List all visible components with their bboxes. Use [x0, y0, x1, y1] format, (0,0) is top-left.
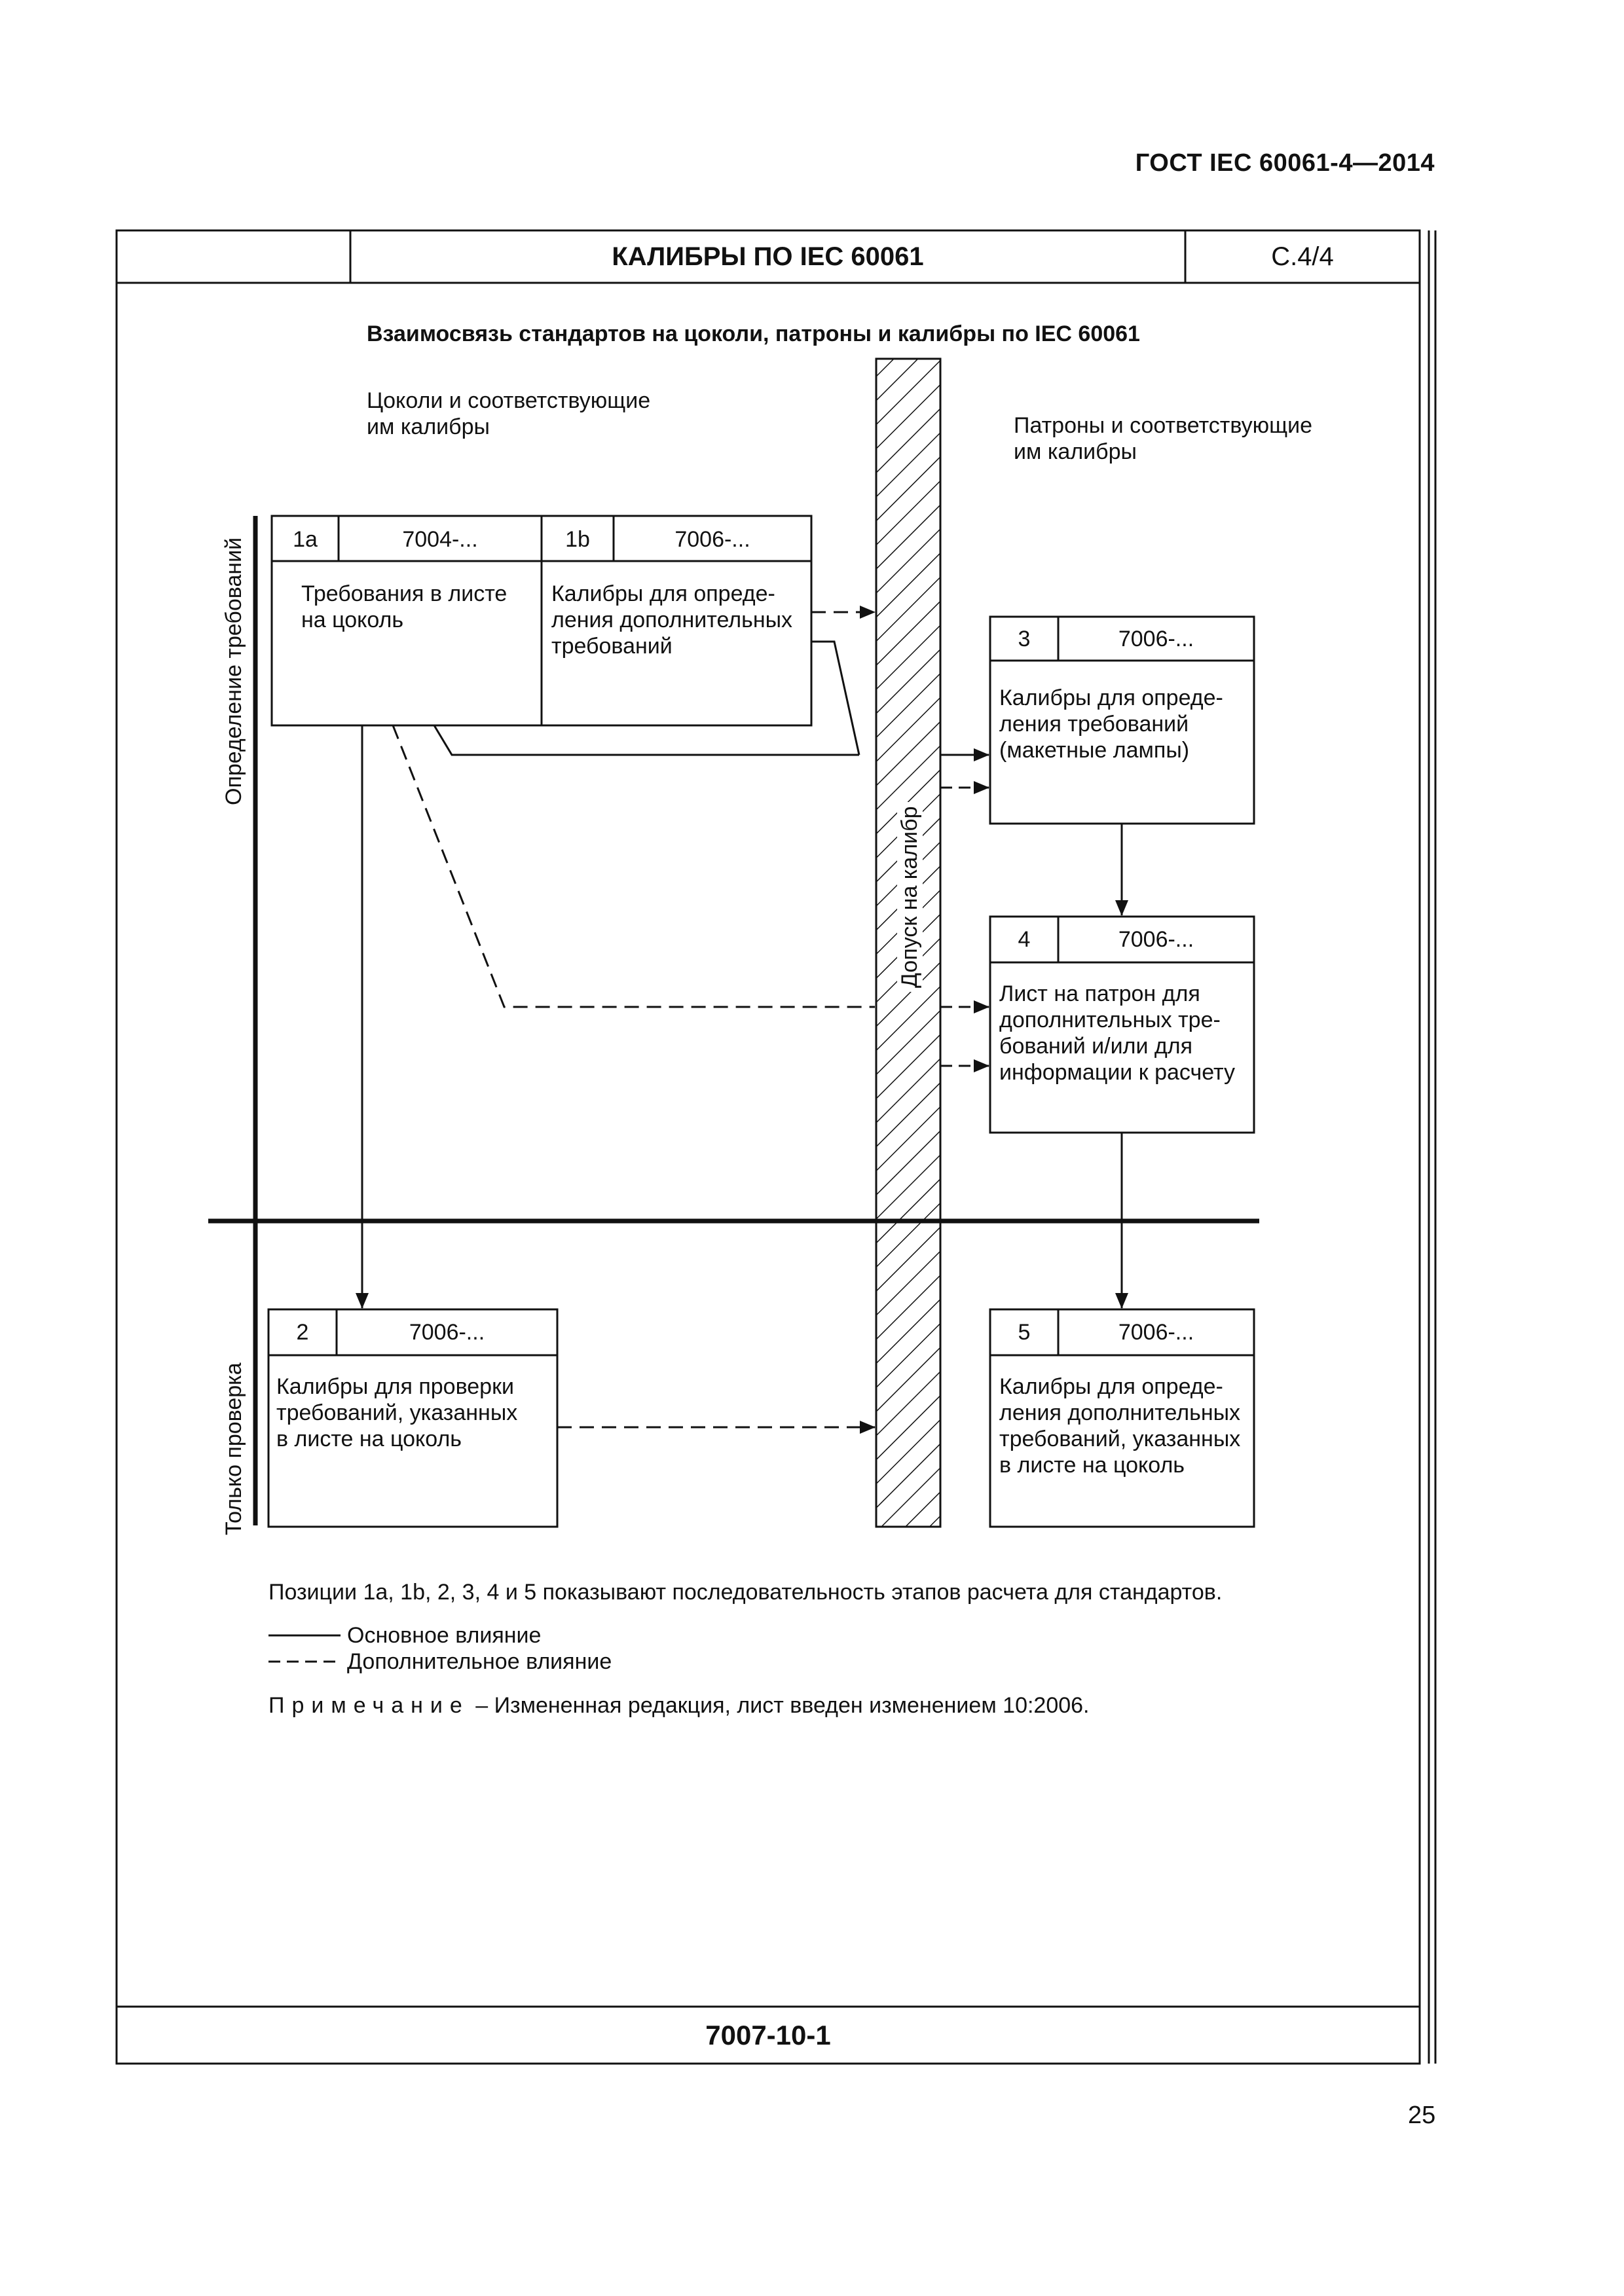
box-1a-position: 1a — [293, 527, 318, 552]
remark — [268, 1692, 1090, 1719]
sheet-footer-code: 7007-10-1 — [705, 2020, 831, 2050]
box-2-code: 7006-... — [409, 1320, 485, 1345]
box-3-code: 7006-... — [1118, 627, 1194, 651]
legend-solid-label: Основное влияние — [347, 1623, 542, 1648]
box-4-text: Лист на патрон для дополнительных тре- бований и/или для информации к расчету — [999, 981, 1235, 1085]
box-2-position: 2 — [296, 1320, 309, 1345]
sheet-page-ref: C.4/4 — [1271, 242, 1334, 271]
box-1b-code: 7006-... — [674, 527, 750, 552]
box-1a-text: Требования в листе на цоколь — [301, 581, 507, 632]
box-1b-text: Калибры для опреде- ления дополнительных требований — [551, 581, 793, 659]
sheet-frame — [117, 230, 1420, 2064]
box-5-position: 5 — [1018, 1320, 1031, 1345]
box-5-code: 7006-... — [1118, 1320, 1194, 1345]
remark-text: – Измененная редакция, лист введен изменением 10:2006. — [469, 1693, 1090, 1718]
zone-label-check-only: Только проверка — [221, 1362, 246, 1535]
page-number: 25 — [1408, 2102, 1436, 2129]
right-column-heading: Патроны и соответствующие им калибры — [1014, 413, 1313, 464]
dash-1a-to-4 — [393, 725, 875, 1007]
left-column-heading: Цоколи и соответствующие им калибры — [367, 388, 651, 439]
box-5-text: Калибры для опреде- ления дополнительных требований, указанных в листе на цоколь — [999, 1374, 1241, 1478]
remark-label: Примечание — [268, 1693, 470, 1718]
legend-dashed-label: Дополнительное влияние — [347, 1649, 612, 1674]
sheet-title: КАЛИБРЫ ПО IEC 60061 — [612, 242, 924, 271]
box-4-code: 7006-... — [1118, 927, 1194, 952]
standard-designation: ГОСТ IEC 60061-4—2014 — [1135, 149, 1435, 177]
box-1b-position: 1b — [565, 527, 590, 552]
box-4-position: 4 — [1018, 927, 1031, 952]
box-3-position: 3 — [1018, 627, 1031, 651]
box-3-text: Калибры для опреде- ления требований (макетные лампы) — [999, 685, 1223, 763]
box-1a-code: 7004-... — [402, 527, 478, 552]
positions-note: Позиции 1a, 1b, 2, 3, 4 и 5 показывают последовательность этапов расчета для стандартов. — [268, 1580, 1223, 1605]
box-2-text: Калибры для проверки требований, указанных в листе на цоколь — [276, 1374, 518, 1451]
zone-label-definition: Определение требований — [221, 537, 246, 805]
diagram-title: Взаимосвязь стандартов на цоколи, патроны и калибры по IEC 60061 — [367, 321, 1140, 346]
tolerance-label: Допуск на калибр — [897, 802, 923, 992]
